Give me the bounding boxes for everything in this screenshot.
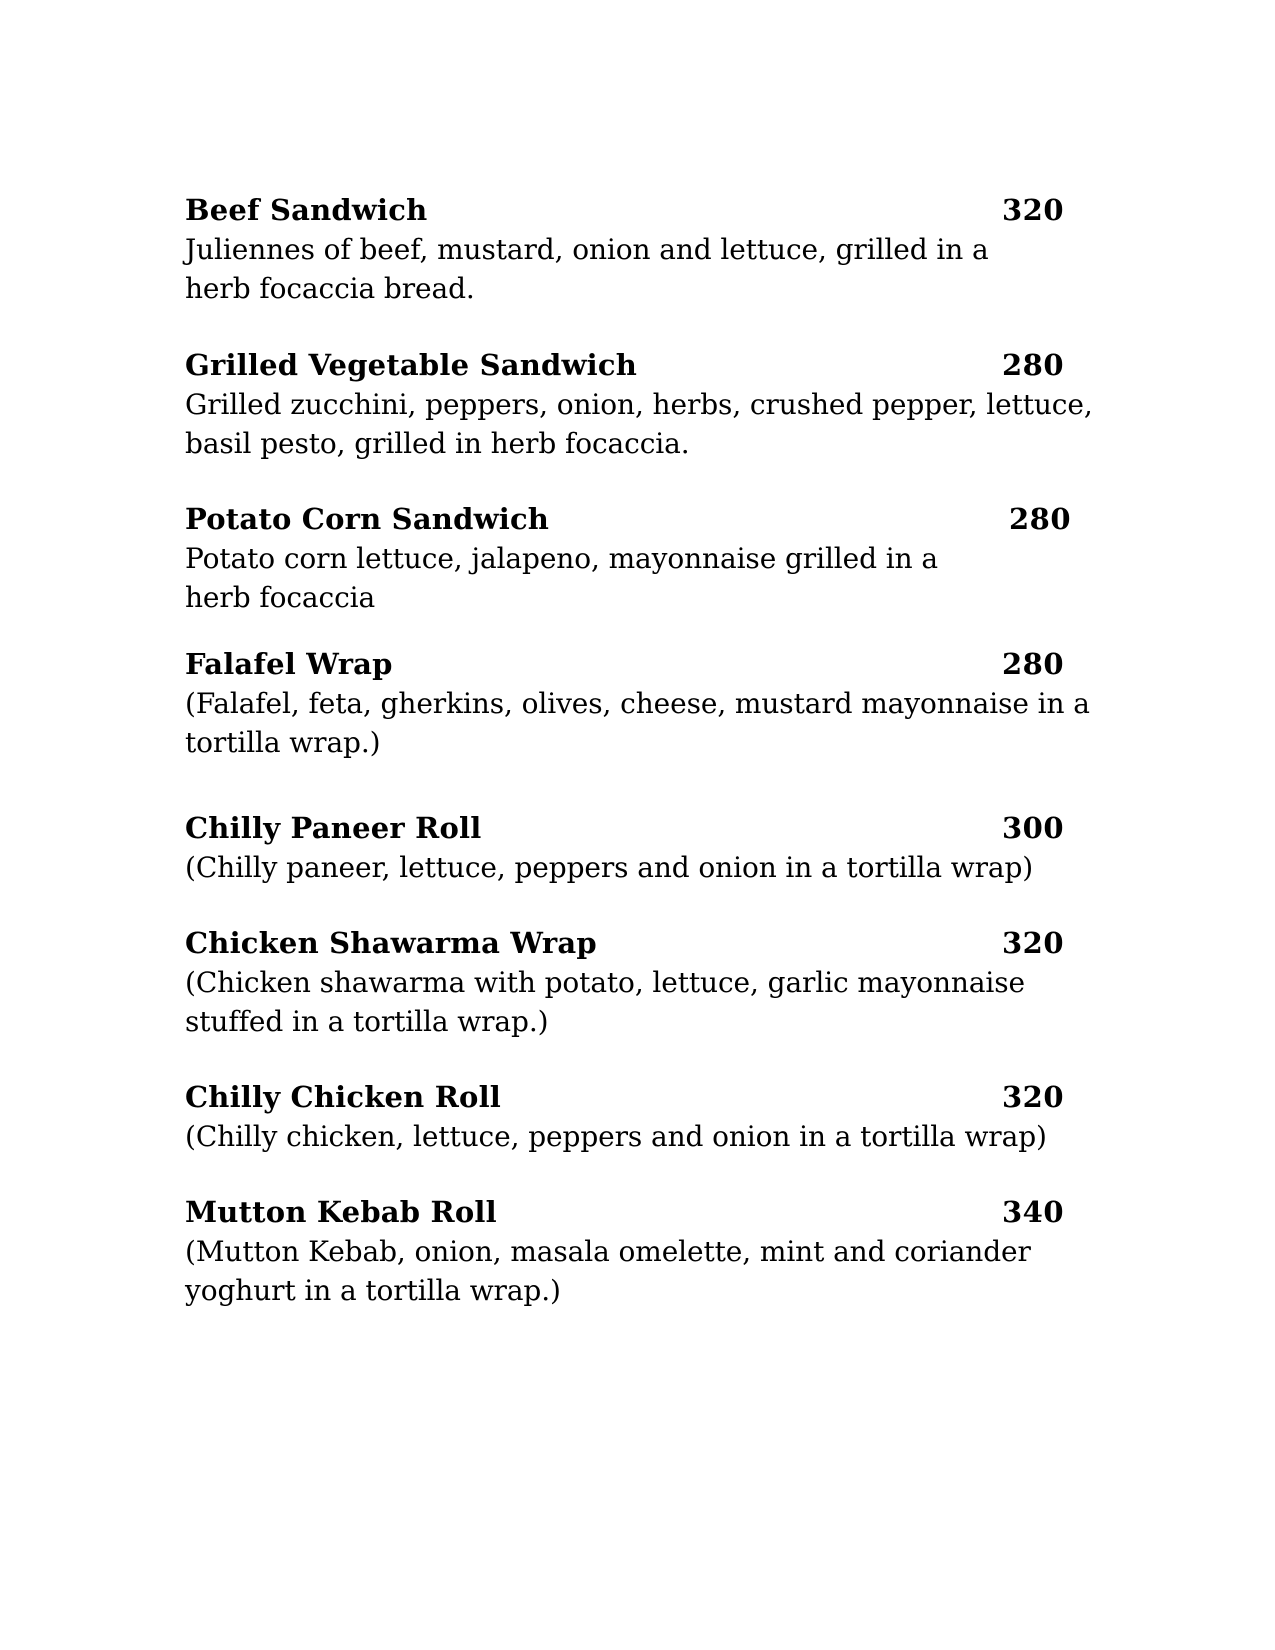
menu-item-grilled-vegetable-sandwich — [185, 345, 1093, 463]
menu-item-beef-sandwich — [185, 190, 1085, 308]
menu-item-name: Chicken Shawarma Wrap — [185, 926, 597, 960]
menu-item-header — [185, 1192, 1085, 1232]
menu-item-description: (Falafel, feta, gherkins, olives, cheese, mustard mayonnaise in a tortilla wrap.) — [185, 687, 1090, 759]
menu-item-header — [185, 1077, 1085, 1117]
menu-item-description: Potato corn lettuce, jalapeno, mayonnaise grilled in a herb focaccia — [185, 542, 938, 614]
menu-item-description: (Chicken shawarma with potato, lettuce, garlic mayonnaise stuffed in a tortilla wrap.) — [185, 966, 1026, 1038]
menu-item-description: (Mutton Kebab, onion, masala omelette, mint and coriander yoghurt in a tortilla wrap.) — [185, 1235, 1031, 1307]
menu-item-price: 340 — [1002, 1195, 1065, 1229]
menu-item-name: Chilly Chicken Roll — [185, 1080, 502, 1114]
menu-item-falafel-wrap — [185, 644, 1090, 762]
menu-item-potato-corn-sandwich — [185, 499, 1085, 617]
menu-item-chilly-paneer-roll — [185, 808, 1085, 887]
menu-item-price: 280 — [1002, 348, 1065, 382]
menu-item-header — [185, 808, 1085, 848]
menu-item-price: 320 — [1002, 1080, 1065, 1114]
menu-item-name: Chilly Paneer Roll — [185, 811, 482, 845]
menu-item-price: 320 — [1002, 926, 1065, 960]
menu-item-name: Grilled Vegetable Sandwich — [185, 348, 637, 382]
menu-item-header — [185, 345, 1085, 385]
menu-item-chicken-shawarma-wrap — [185, 923, 1085, 1041]
menu-item-price: 280 — [1009, 502, 1072, 536]
menu-item-name: Mutton Kebab Roll — [185, 1195, 497, 1229]
menu-item-header — [185, 190, 1085, 230]
menu-item-price: 320 — [1002, 193, 1065, 227]
menu-item-description: (Chilly chicken, lettuce, peppers and onion in a tortilla wrap) — [185, 1120, 1047, 1153]
menu-item-name: Potato Corn Sandwich — [185, 502, 550, 536]
menu-item-description: Juliennes of beef, mustard, onion and lettuce, grilled in a herb focaccia bread. — [185, 233, 989, 305]
menu-item-description: Grilled zucchini, peppers, onion, herbs, crushed pepper, lettuce, basil pesto, grilled in herb focaccia. — [185, 388, 1093, 460]
menu-item-header — [185, 644, 1085, 684]
menu-item-header — [185, 499, 1085, 539]
menu-item-name: Beef Sandwich — [185, 193, 428, 227]
menu-item-name: Falafel Wrap — [185, 647, 393, 681]
menu-item-price: 300 — [1002, 811, 1065, 845]
menu-item-mutton-kebab-roll — [185, 1192, 1085, 1310]
menu-item-chilly-chicken-roll — [185, 1077, 1085, 1156]
menu-item-header — [185, 923, 1085, 963]
menu-item-description: (Chilly paneer, lettuce, peppers and onion in a tortilla wrap) — [185, 851, 1034, 884]
menu-item-price: 280 — [1002, 647, 1065, 681]
